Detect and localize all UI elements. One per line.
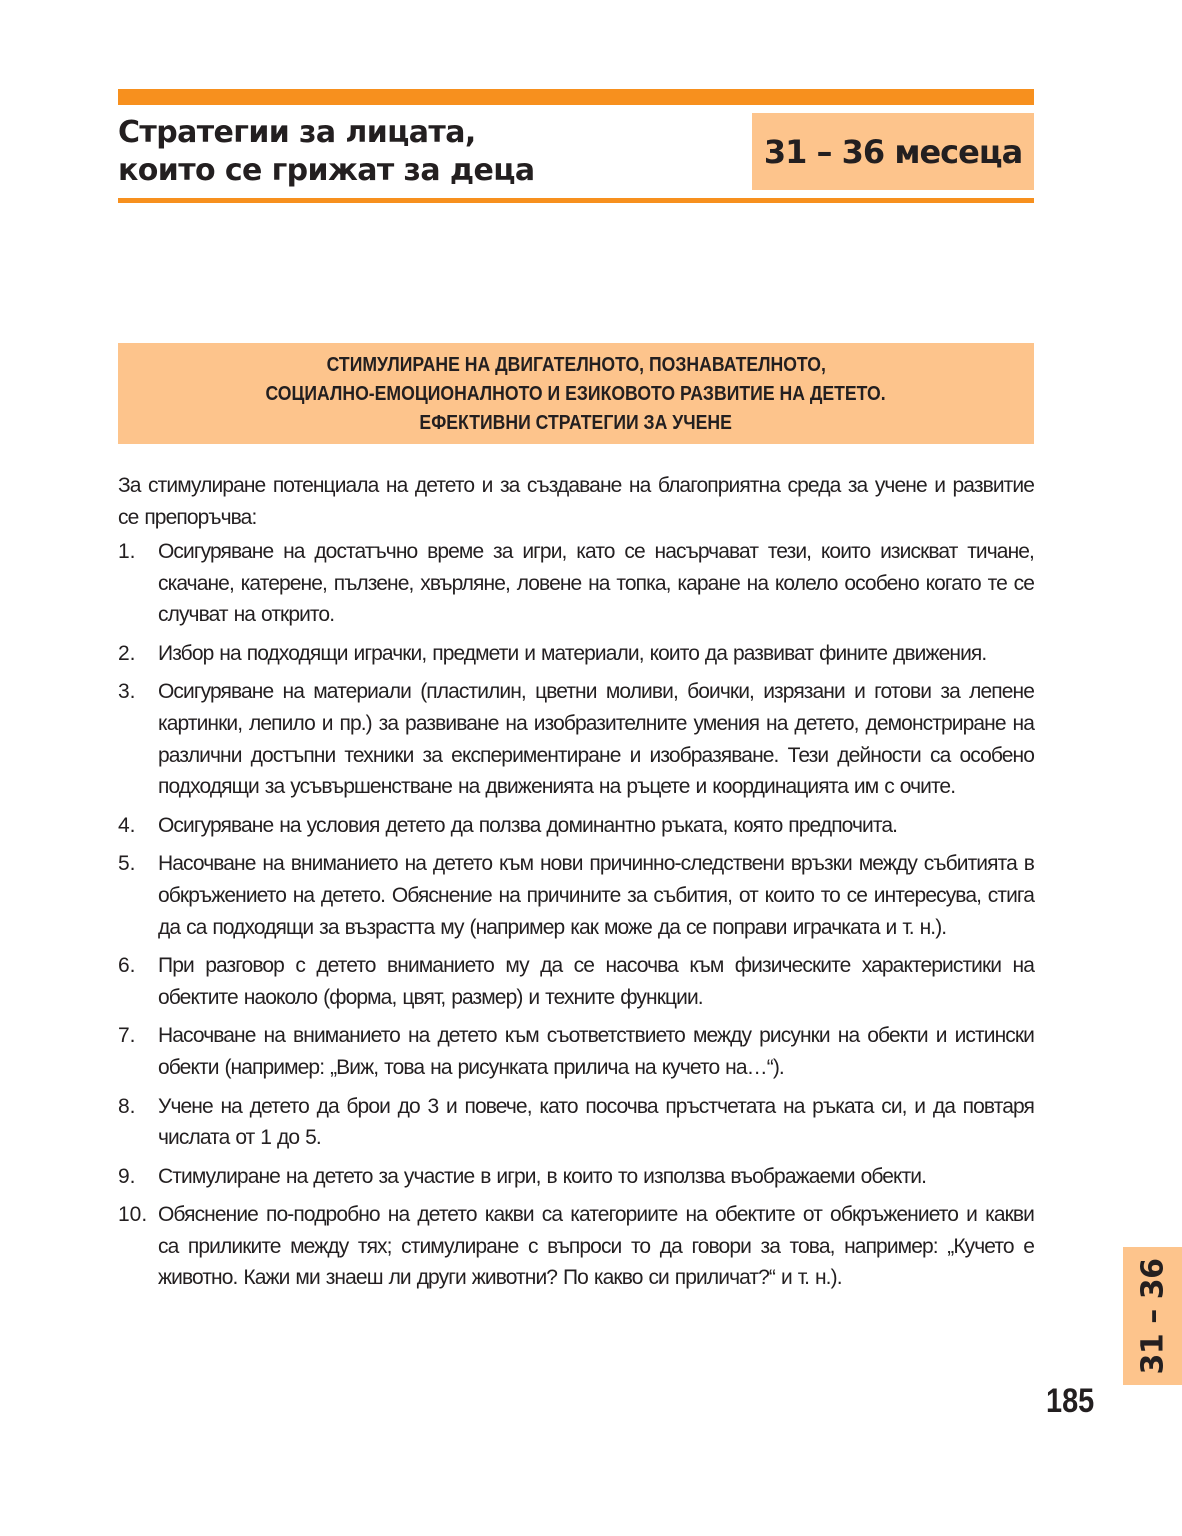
page-number: 185 bbox=[1046, 1382, 1095, 1420]
list-item bbox=[118, 1091, 1034, 1154]
header-top-bar bbox=[118, 89, 1034, 105]
list-item-text: При разговор с детето вниманието му да се насочва към физическите характеристики на обектите наоколо (форма, цвят, размер) и техните функции. bbox=[158, 954, 1034, 1009]
list-item-number: 10. bbox=[118, 1203, 148, 1227]
list-item bbox=[118, 1020, 1034, 1083]
list-item-text: Осигуряване на достатъчно време за игри, като се насърчават тези, които изискват тичане, скачане, катерене, пълзене, хвърляне, ловене на топка, каране на колело особено когато те се случват на открито. bbox=[158, 540, 1034, 627]
list-item bbox=[118, 1199, 1034, 1294]
section-heading-line-2: СОЦИАЛНО-ЕМОЦИОНАЛНОТО И ЕЗИКОВОТО РАЗВИТИЕ НА ДЕТЕТО. bbox=[265, 382, 887, 405]
list-item bbox=[118, 638, 1034, 670]
list-item-text: Обяснение по-подробно на детето какви са категориите на обектите от обкръжението и какви са приликите между тях; стимулиране с въпроси то да говори за това, например: „Кучето е животно. Кажи ми знаеш ли други животни? По какво си приличат?“ и т. н.). bbox=[158, 1203, 1034, 1290]
list-item-number: 4. bbox=[118, 813, 136, 837]
list-item-text: Насочване на вниманието на детето към нови причинно-следствени връзки между събитията в обкръжението на детето. Обяснение на причините за събития, от които то се интересува, стига да са подходящи за възрастта му (например как може да се поправи играчката и т. н.). bbox=[158, 852, 1034, 939]
list-item bbox=[118, 950, 1034, 1013]
list-item-text: Учене на детето да брои до 3 и повече, като посочва пръстчетата на ръката си, и да повтаря числата от 1 до 5. bbox=[158, 1094, 1034, 1150]
section-heading-line-3: ЕФЕКТИВНИ СТРАТЕГИИ ЗА УЧЕНЕ bbox=[419, 411, 733, 434]
strategy-list bbox=[118, 536, 1034, 1301]
list-item bbox=[118, 810, 1034, 842]
section-heading-line-1: СТИМУЛИРАНЕ НА ДВИГАТЕЛНОТО, ПОЗНАВАТЕЛНОТО, bbox=[326, 353, 826, 376]
page-title bbox=[118, 114, 678, 190]
side-age-tab-label: 31 – 36 bbox=[1135, 1258, 1171, 1374]
intro-paragraph bbox=[118, 470, 1034, 534]
age-range-badge: 31 – 36 месеца bbox=[752, 113, 1034, 190]
page-title-line-1: Стратегии за лицата, bbox=[118, 115, 476, 150]
list-item bbox=[118, 848, 1034, 943]
list-item-text: Насочване на вниманието на детето към съответствието между рисунки на обекти и истински обекти (например: „Виж, това на рисунката прилича на кучето на…“). bbox=[158, 1024, 1034, 1079]
list-item-text: Избор на подходящи играчки, предмети и материали, които да развиват фините движения. bbox=[158, 641, 987, 665]
header-bottom-rule bbox=[118, 198, 1034, 203]
section-heading bbox=[118, 343, 1034, 444]
list-item bbox=[118, 676, 1034, 802]
list-item-number: 3. bbox=[118, 680, 136, 704]
list-item-number: 8. bbox=[118, 1094, 136, 1118]
list-item-number: 2. bbox=[118, 641, 136, 665]
list-item bbox=[118, 1161, 1034, 1193]
list-item-number: 1. bbox=[118, 540, 136, 563]
list-item-number: 7. bbox=[118, 1024, 136, 1048]
list-item bbox=[118, 536, 1034, 631]
list-item-number: 5. bbox=[118, 852, 136, 876]
list-item-text: Стимулиране на детето за участие в игри, в които то използва въображаеми обекти. bbox=[158, 1164, 927, 1188]
side-age-tab bbox=[1123, 1247, 1182, 1385]
list-item-text: Осигуряване на материали (пластилин, цветни моливи, боички, изрязани и готови за лепене картинки, лепило и пр.) за развиване на изобразителните умения на детето, демонстриране на различни достъпни техники за експериментиране и изобразяване. Тези дейности са особено подходящи за усъвършенстване на движенията на ръцете и координацията им с очите. bbox=[158, 680, 1034, 799]
intro-text: За стимулиране потенциала на детето и за създаване на благоприятна среда за учене и развитие се препоръчва: bbox=[118, 474, 1034, 529]
list-item-text: Осигуряване на условия детето да ползва доминантно ръката, която предпочита. bbox=[158, 813, 898, 837]
list-item-number: 9. bbox=[118, 1164, 136, 1188]
page-title-line-2: които се грижат за деца bbox=[118, 153, 535, 188]
list-item-number: 6. bbox=[118, 954, 136, 978]
